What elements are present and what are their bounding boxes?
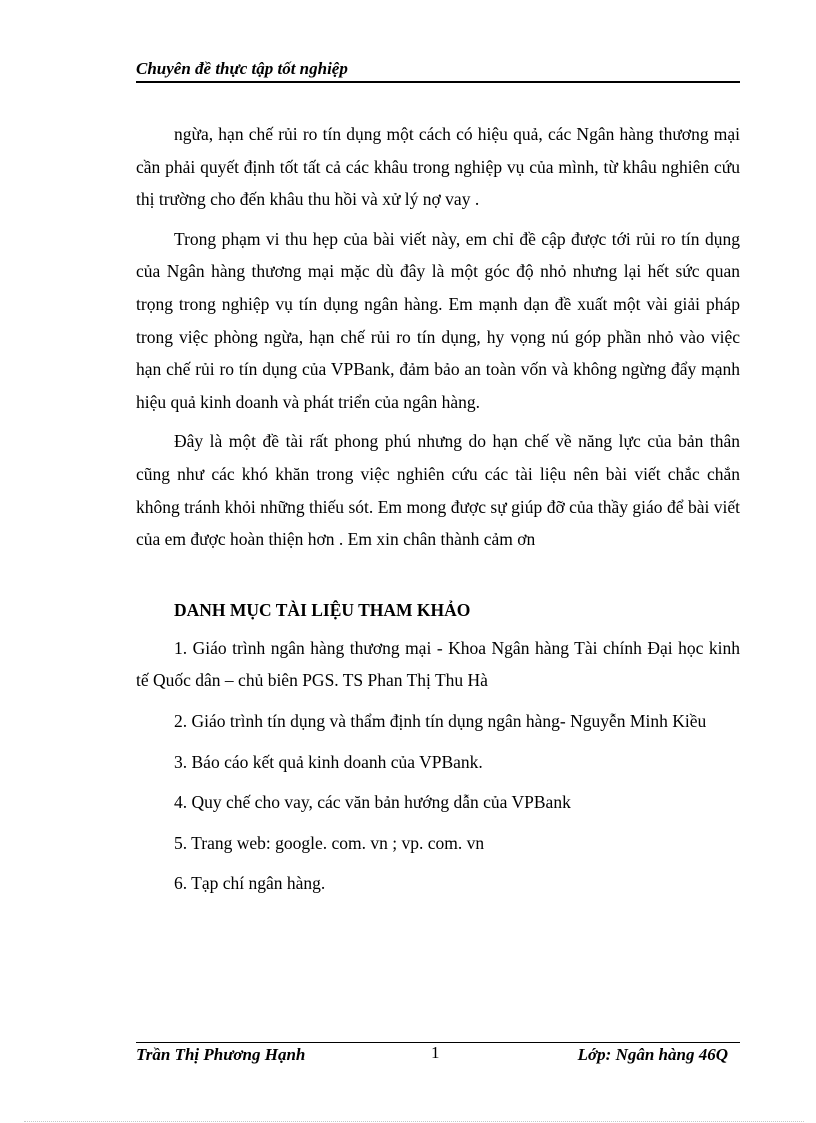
page-footer [136,1042,740,1073]
body-paragraph: Đây là một đề tài rất phong phú nhưng do hạn chế về năng lực của bản thân cũng như các khó khăn trong việc nghiên cứu các tài liệu nên bài viết chắc chắn không tránh khỏi những thiếu sót. Em mong được sự giúp đỡ của thầy giáo để bài viết của em được hoàn thiện hơn . Em xin chân thành cảm ơn [136,431,740,550]
reference-item: 6. Tạp chí ngân hàng. [174,873,326,894]
document-body [136,118,740,908]
footer-author: Trần Thị Phương Hạnh [136,1045,306,1064]
reference-item: 2. Giáo trình tín dụng và thẩm định tín dụng ngân hàng- Nguyễn Minh Kiều [174,710,707,731]
page-boundary-line [24,1121,804,1122]
references-list [136,632,740,900]
reference-item: 4. Quy chế cho vay, các văn bản hướng dẫn của VPBank [174,792,571,813]
page-number: 1 [431,1043,440,1062]
references-heading: DANH MỤC TÀI LIỆU THAM KHẢO [174,599,471,620]
page-header-title: Chuyên đề thực tập tốt nghiệp [136,58,740,83]
reference-item: 1. Giáo trình ngân hàng thương mại - Khoa Ngân hàng Tài chính Đại học kinh tế Quốc dân – chủ biên PGS. TS Phan Thị Thu Hà [136,637,740,691]
footer-class-label: Lớp: Ngân hàng 46Q [577,1045,728,1064]
reference-item: 3. Báo cáo kết quả kinh doanh của VPBank. [174,751,483,772]
body-paragraph: ngừa, hạn chế rủi ro tín dụng một cách có hiệu quả, các Ngân hàng thương mại cần phải quyết định tốt tất cả các khâu trong nghiệp vụ của mình, từ khâu nghiên cứu thị trường cho đến khâu thu hồi và xử lý nợ vay . [136,124,740,210]
body-paragraph: Trong phạm vi thu hẹp của bài viết này, em chỉ đề cập được tới rủi ro tín dụng của Ngân hàng thương mại mặc dù đây là một góc độ nhỏ nhưng lại hết sức quan trọng trong nghiệp vụ tín dụng ngân hàng. Em mạnh dạn đề xuất một vài giải pháp trong việc phòng ngừa, hạn chế rủi ro tín dụng, hy vọng nú góp phần nhỏ vào việc hạn chế rủi ro tín dụng của VPBank, đảm bảo an toàn vốn và không ngừng đẩy mạnh hiệu quả kinh doanh và phát triển của ngân hàng. [136,228,740,412]
reference-item: 5. Trang web: google. com. vn ; vp. com. vn [174,832,485,853]
